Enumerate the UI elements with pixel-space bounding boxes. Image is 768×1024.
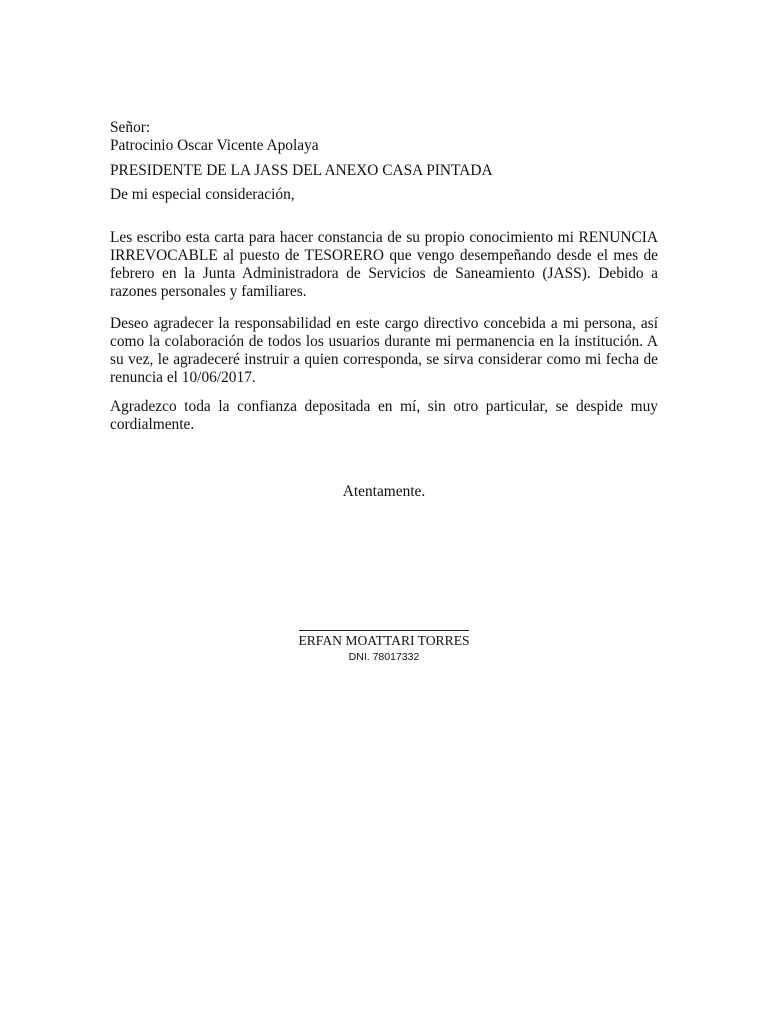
signer-dni: DNI. 78017332: [348, 651, 420, 663]
recipient-title: PRESIDENTE DE LA JASS DEL ANEXO CASA PINTADA: [110, 162, 493, 179]
greeting: De mi especial consideración,: [110, 186, 295, 203]
signer-name: ERFAN MOATTARI TORRES: [298, 633, 470, 648]
body-paragraph-farewell: Agradezco toda la confianza depositada en mí, sin otro particular, se despide muy cordialmente.: [110, 398, 658, 433]
signature-line: [299, 630, 469, 631]
closing: Atentamente.: [342, 483, 426, 500]
body-paragraph-resignation: Les escribo esta carta para hacer constancia de su propio conocimiento mi RENUNCIA IRREVOCABLE al puesto de TESORERO que vengo desempeñando desde el mes de febrero en la Junta Administradora de Servicios de Saneamiento (JASS). Debido a razones personales y familiares.: [110, 229, 658, 300]
salutation: Señor:: [110, 119, 151, 136]
body-paragraph-gratitude: Deseo agradecer la responsabilidad en este cargo directivo concebida a mi persona, así como la colaboración de todos los usuarios durante mi permanencia en la institución. A su vez, le agradeceré instruir a quien corresponda, se sirva considerar como mi fecha de renuncia el 10/06/2017.: [110, 315, 658, 386]
recipient-name: Patrocinio Oscar Vicente Apolaya: [110, 137, 319, 154]
